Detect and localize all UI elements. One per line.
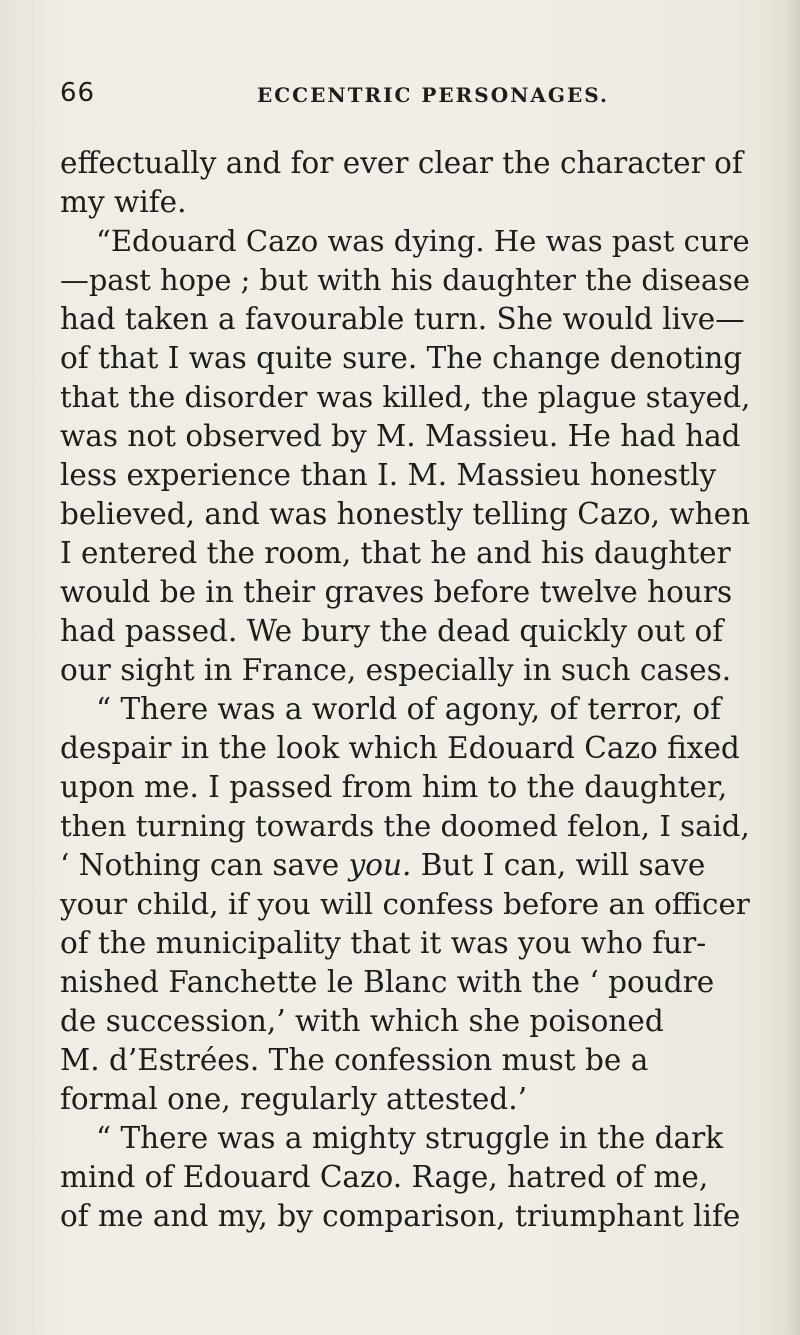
text-line: believed, and was honestly telling Cazo, when <box>60 497 751 531</box>
text-line: our sight in France, especially in such cases. <box>60 653 732 687</box>
body-text <box>60 144 750 1236</box>
page-number: 66 <box>60 78 96 108</box>
italic-word: you. <box>348 848 412 882</box>
text-line: nished Fanchette le Blanc with the ‘ poudre <box>60 965 715 999</box>
text-line: your child, if you will confess before an officer <box>60 887 750 921</box>
running-head: ECCENTRIC PERSONAGES. <box>257 83 609 107</box>
text-line: that the disorder was killed, the plague stayed, <box>60 380 751 414</box>
page-edge-shadow <box>786 0 800 1335</box>
text-line: my wife. <box>60 185 187 219</box>
text-line: I entered the room, that he and his daughter <box>60 536 731 570</box>
text-line: “Edouard Cazo was dying. He was past cure <box>96 224 750 258</box>
text-line: de succession,’ with which she poisoned <box>60 1004 664 1038</box>
text-line: of the municipality that it was you who fur- <box>60 926 707 960</box>
text-line: despair in the look which Edouard Cazo fixed <box>60 731 740 765</box>
text-line: had passed. We bury the dead quickly out of <box>60 614 724 648</box>
text-line: of that I was quite sure. The change denoting <box>60 341 743 375</box>
text-line: formal one, regularly attested.’ <box>60 1082 528 1116</box>
text-line: of me and my, by comparison, triumphant life <box>60 1199 741 1233</box>
page-header <box>60 78 740 118</box>
text-line: effectually and for ever clear the character of <box>60 146 743 180</box>
text-line: was not observed by M. Massieu. He had had <box>60 419 741 453</box>
text-line: M. d’Estrées. The confession must be a <box>60 1043 649 1077</box>
text-line: “ There was a world of agony, of terror, of <box>96 692 722 726</box>
text-run: But I can, will save <box>411 848 706 882</box>
text-line <box>60 846 750 885</box>
text-line: “ There was a mighty struggle in the dark <box>96 1121 724 1155</box>
text-run: ‘ Nothing can save <box>60 848 349 882</box>
text-line: mind of Edouard Cazo. Rage, hatred of me, <box>60 1160 709 1194</box>
text-line: had taken a favourable turn. She would live— <box>60 302 745 336</box>
text-line: less experience than I. M. Massieu honestly <box>60 458 717 492</box>
text-line: would be in their graves before twelve hours <box>60 575 733 609</box>
text-line: then turning towards the doomed felon, I said, <box>60 809 750 843</box>
text-line: —past hope ; but with his daughter the disease <box>60 263 750 297</box>
text-line: upon me. I passed from him to the daughter, <box>60 770 728 804</box>
